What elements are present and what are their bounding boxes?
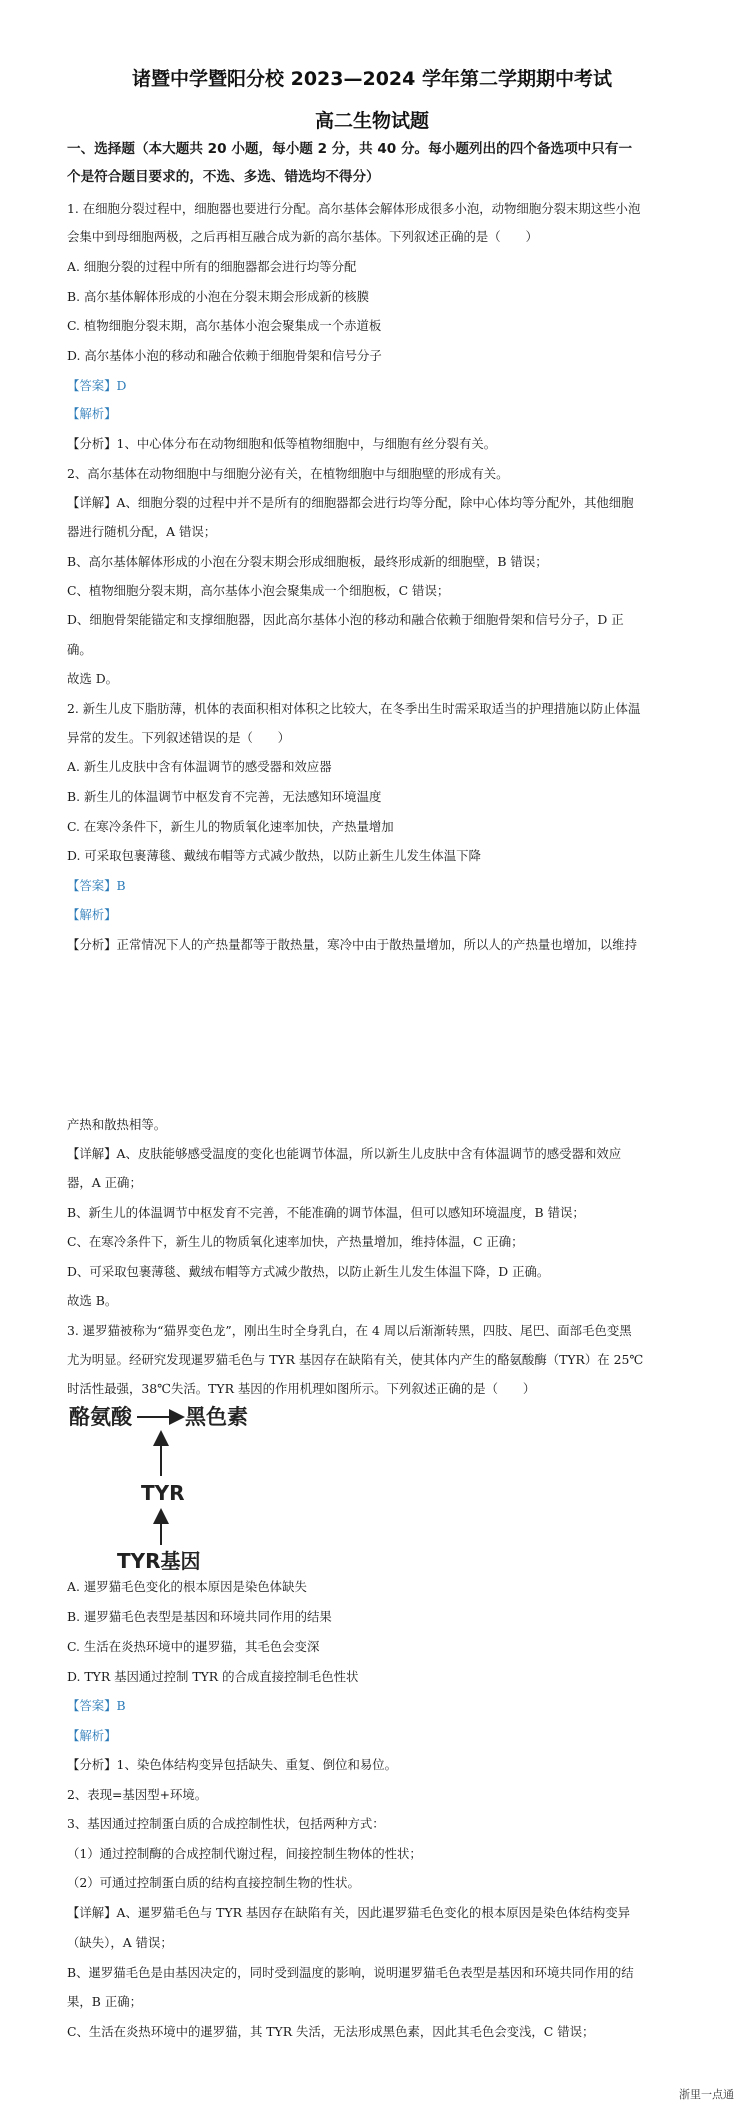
q3-option-c: C. 生活在炎热环境中的暹罗猫，其毛色会变深	[67, 1639, 320, 1654]
q3-analysis-line3: 3、基因通过控制蛋白质的合成控制性状，包括两种方式：	[67, 1816, 385, 1831]
section-heading-line2: 个是符合题目要求的，不选、多选、错选均不得分）	[67, 169, 380, 185]
q2-answer: 【答案】B	[67, 878, 126, 893]
exam-title: 诸暨中学暨阳分校 2023—2024 学年第二学期期中考试	[132, 68, 612, 90]
q1-option-b: B. 高尔基体解体形成的小泡在分裂末期会形成新的核膜	[67, 289, 369, 304]
diagram-enzyme-label: TYR	[141, 1481, 185, 1505]
q3-option-a: A. 暹罗猫毛色变化的根本原因是染色体缺失	[67, 1579, 307, 1594]
q2-option-a: A. 新生儿皮肤中含有体温调节的感受器和效应器	[67, 759, 332, 774]
q1-option-d: D. 高尔基体小泡的移动和融合依赖于细胞骨架和信号分子	[67, 348, 382, 363]
exam-subtitle: 高二生物试题	[314, 110, 429, 132]
diagram-gene-label: TYR基因	[117, 1549, 201, 1572]
q1-answer: 【答案】D	[67, 378, 127, 393]
q2-detail-line2: 器，A 正确；	[67, 1175, 142, 1190]
q3-stem-line3: 时活性最强，38℃失活。TYR 基因的作用机理如图所示。下列叙述正确的是（ ）	[67, 1381, 536, 1396]
diagram-substrate-label: 酪氨酸	[69, 1405, 132, 1429]
q1-stem-line2: 会集中到母细胞两极，之后再相互融合成为新的高尔基体。下列叙述正确的是（ ）	[67, 229, 538, 244]
q2-option-b: B. 新生儿的体温调节中枢发育不完善，无法感知环境温度	[67, 789, 382, 804]
section-heading-line1: 一、选择题（本大题共 20 小题，每小题 2 分，共 40 分。每小题列出的四个备选项中只有一	[67, 141, 633, 157]
diagram-product-label: 黑色素	[185, 1405, 248, 1429]
q3-option-d: D. TYR 基因通过控制 TYR 的合成直接控制毛色性状	[67, 1669, 359, 1684]
q3-detail-line2: （缺失），A 错误；	[67, 1935, 173, 1950]
q2-option-d: D. 可采取包裹薄毯、戴绒布帽等方式减少散热，以防止新生儿发生体温下降	[67, 848, 481, 863]
q3-detail-line1: 【详解】A、暹罗猫毛色与 TYR 基因存在缺陷有关，因此暹罗猫毛色变化的根本原因是染色体结构变异	[67, 1905, 631, 1920]
q1-detail-line6: 确。	[67, 642, 92, 657]
q2-detail-line4: C、在寒冷条件下，新生儿的物质氧化速率加快，产热量增加，维持体温，C 正确；	[67, 1234, 524, 1249]
footer-brand: 浙里一点通	[679, 2088, 734, 2101]
q3-jiexi-label: 【解析】	[67, 1728, 117, 1743]
q3-stem-line1: 3. 暹罗猫被称为“猫界变色龙”，刚出生时全身乳白，在 4 周以后渐渐转黑，四肢、尾巴、面部毛色变黑	[67, 1323, 632, 1338]
q1-analysis-line2: 2、高尔基体在动物细胞中与细胞分泌有关，在植物细胞中与细胞壁的形成有关。	[67, 466, 509, 481]
q2-jiexi-label: 【解析】	[67, 907, 117, 922]
q2-detail-line6: 故选 B。	[67, 1293, 118, 1308]
q1-analysis-line1: 【分析】1、中心体分布在动物细胞和低等植物细胞中，与细胞有丝分裂有关。	[67, 436, 497, 451]
q1-detail-line2: 器进行随机分配，A 错误；	[67, 524, 217, 539]
q1-detail-line3: B、高尔基体解体形成的小泡在分裂末期会形成细胞板，最终形成新的细胞壁，B 错误；	[67, 554, 548, 569]
q3-detail-line3: B、暹罗猫毛色是由基因决定的，同时受到温度的影响，说明暹罗猫毛色表型是基因和环境共同作用的结	[67, 1965, 634, 1980]
tyr-mechanism-diagram	[67, 1400, 297, 1572]
q3-analysis-line4: （1）通过控制酶的合成控制代谢过程，间接控制生物体的性状；	[67, 1846, 422, 1861]
q1-detail-line5: D、细胞骨架能锚定和支撑细胞器，因此高尔基体小泡的移动和融合依赖于细胞骨架和信号分子，D 正	[67, 612, 624, 627]
q3-analysis-line1: 【分析】1、染色体结构变异包括缺失、重复、倒位和易位。	[67, 1757, 398, 1772]
q1-jiexi-label: 【解析】	[67, 406, 117, 421]
q1-detail-line7: 故选 D。	[67, 671, 119, 686]
q3-option-b: B. 暹罗猫毛色表型是基因和环境共同作用的结果	[67, 1609, 332, 1624]
q2-option-c: C. 在寒冷条件下，新生儿的物质氧化速率加快，产热量增加	[67, 819, 394, 834]
q3-analysis-line5: （2）可通过控制蛋白质的结构直接控制生物的性状。	[67, 1875, 360, 1890]
q1-option-c: C. 植物细胞分裂末期，高尔基体小泡会聚集成一个赤道板	[67, 318, 382, 333]
q2-detail-line3: B、新生儿的体温调节中枢发育不完善，不能准确的调节体温，但可以感知环境温度，B 错误；	[67, 1205, 585, 1220]
q2-analysis-line2: 产热和散热相等。	[67, 1117, 167, 1132]
q3-stem-line2: 尤为明显。经研究发现暹罗猫毛色与 TYR 基因存在缺陷有关，使其体内产生的酪氨酸酶（TYR）在 25℃	[67, 1352, 644, 1367]
q1-stem-line1: 1. 在细胞分裂过程中，细胞器也要进行分配。高尔基体会解体形成很多小泡，动物细胞分裂末期这些小泡	[67, 201, 641, 216]
q2-detail-line1: 【详解】A、皮肤能够感受温度的变化也能调节体温，所以新生儿皮肤中含有体温调节的感受器和效应	[67, 1146, 622, 1161]
q1-option-a: A. 细胞分裂的过程中所有的细胞器都会进行均等分配	[67, 259, 357, 274]
q3-answer: 【答案】B	[67, 1698, 126, 1713]
q2-stem-line1: 2. 新生儿皮下脂肪薄，机体的表面积相对体积之比较大，在冬季出生时需采取适当的护理措施以防止体温	[67, 701, 641, 716]
q3-detail-line5: C、生活在炎热环境中的暹罗猫，其 TYR 失活，无法形成黑色素，因此其毛色会变浅，C 错误；	[67, 2024, 595, 2039]
q3-detail-line4: 果，B 正确；	[67, 1994, 142, 2009]
q3-analysis-line2: 2、表现=基因型+环境。	[67, 1787, 208, 1802]
q2-stem-line2: 异常的发生。下列叙述错误的是（ ）	[67, 730, 291, 745]
q1-detail-line1: 【详解】A、细胞分裂的过程中并不是所有的细胞器都会进行均等分配，除中心体均等分配外，其他细胞	[67, 495, 634, 510]
q1-detail-line4: C、植物细胞分裂末期，高尔基体小泡会聚集成一个细胞板，C 错误；	[67, 583, 450, 598]
q2-analysis-line1: 【分析】正常情况下人的产热量都等于散热量，寒冷中由于散热量增加，所以人的产热量也增加，以维持	[67, 937, 637, 952]
q2-detail-line5: D、可采取包裹薄毯、戴绒布帽等方式减少散热，以防止新生儿发生体温下降，D 正确。	[67, 1264, 550, 1279]
